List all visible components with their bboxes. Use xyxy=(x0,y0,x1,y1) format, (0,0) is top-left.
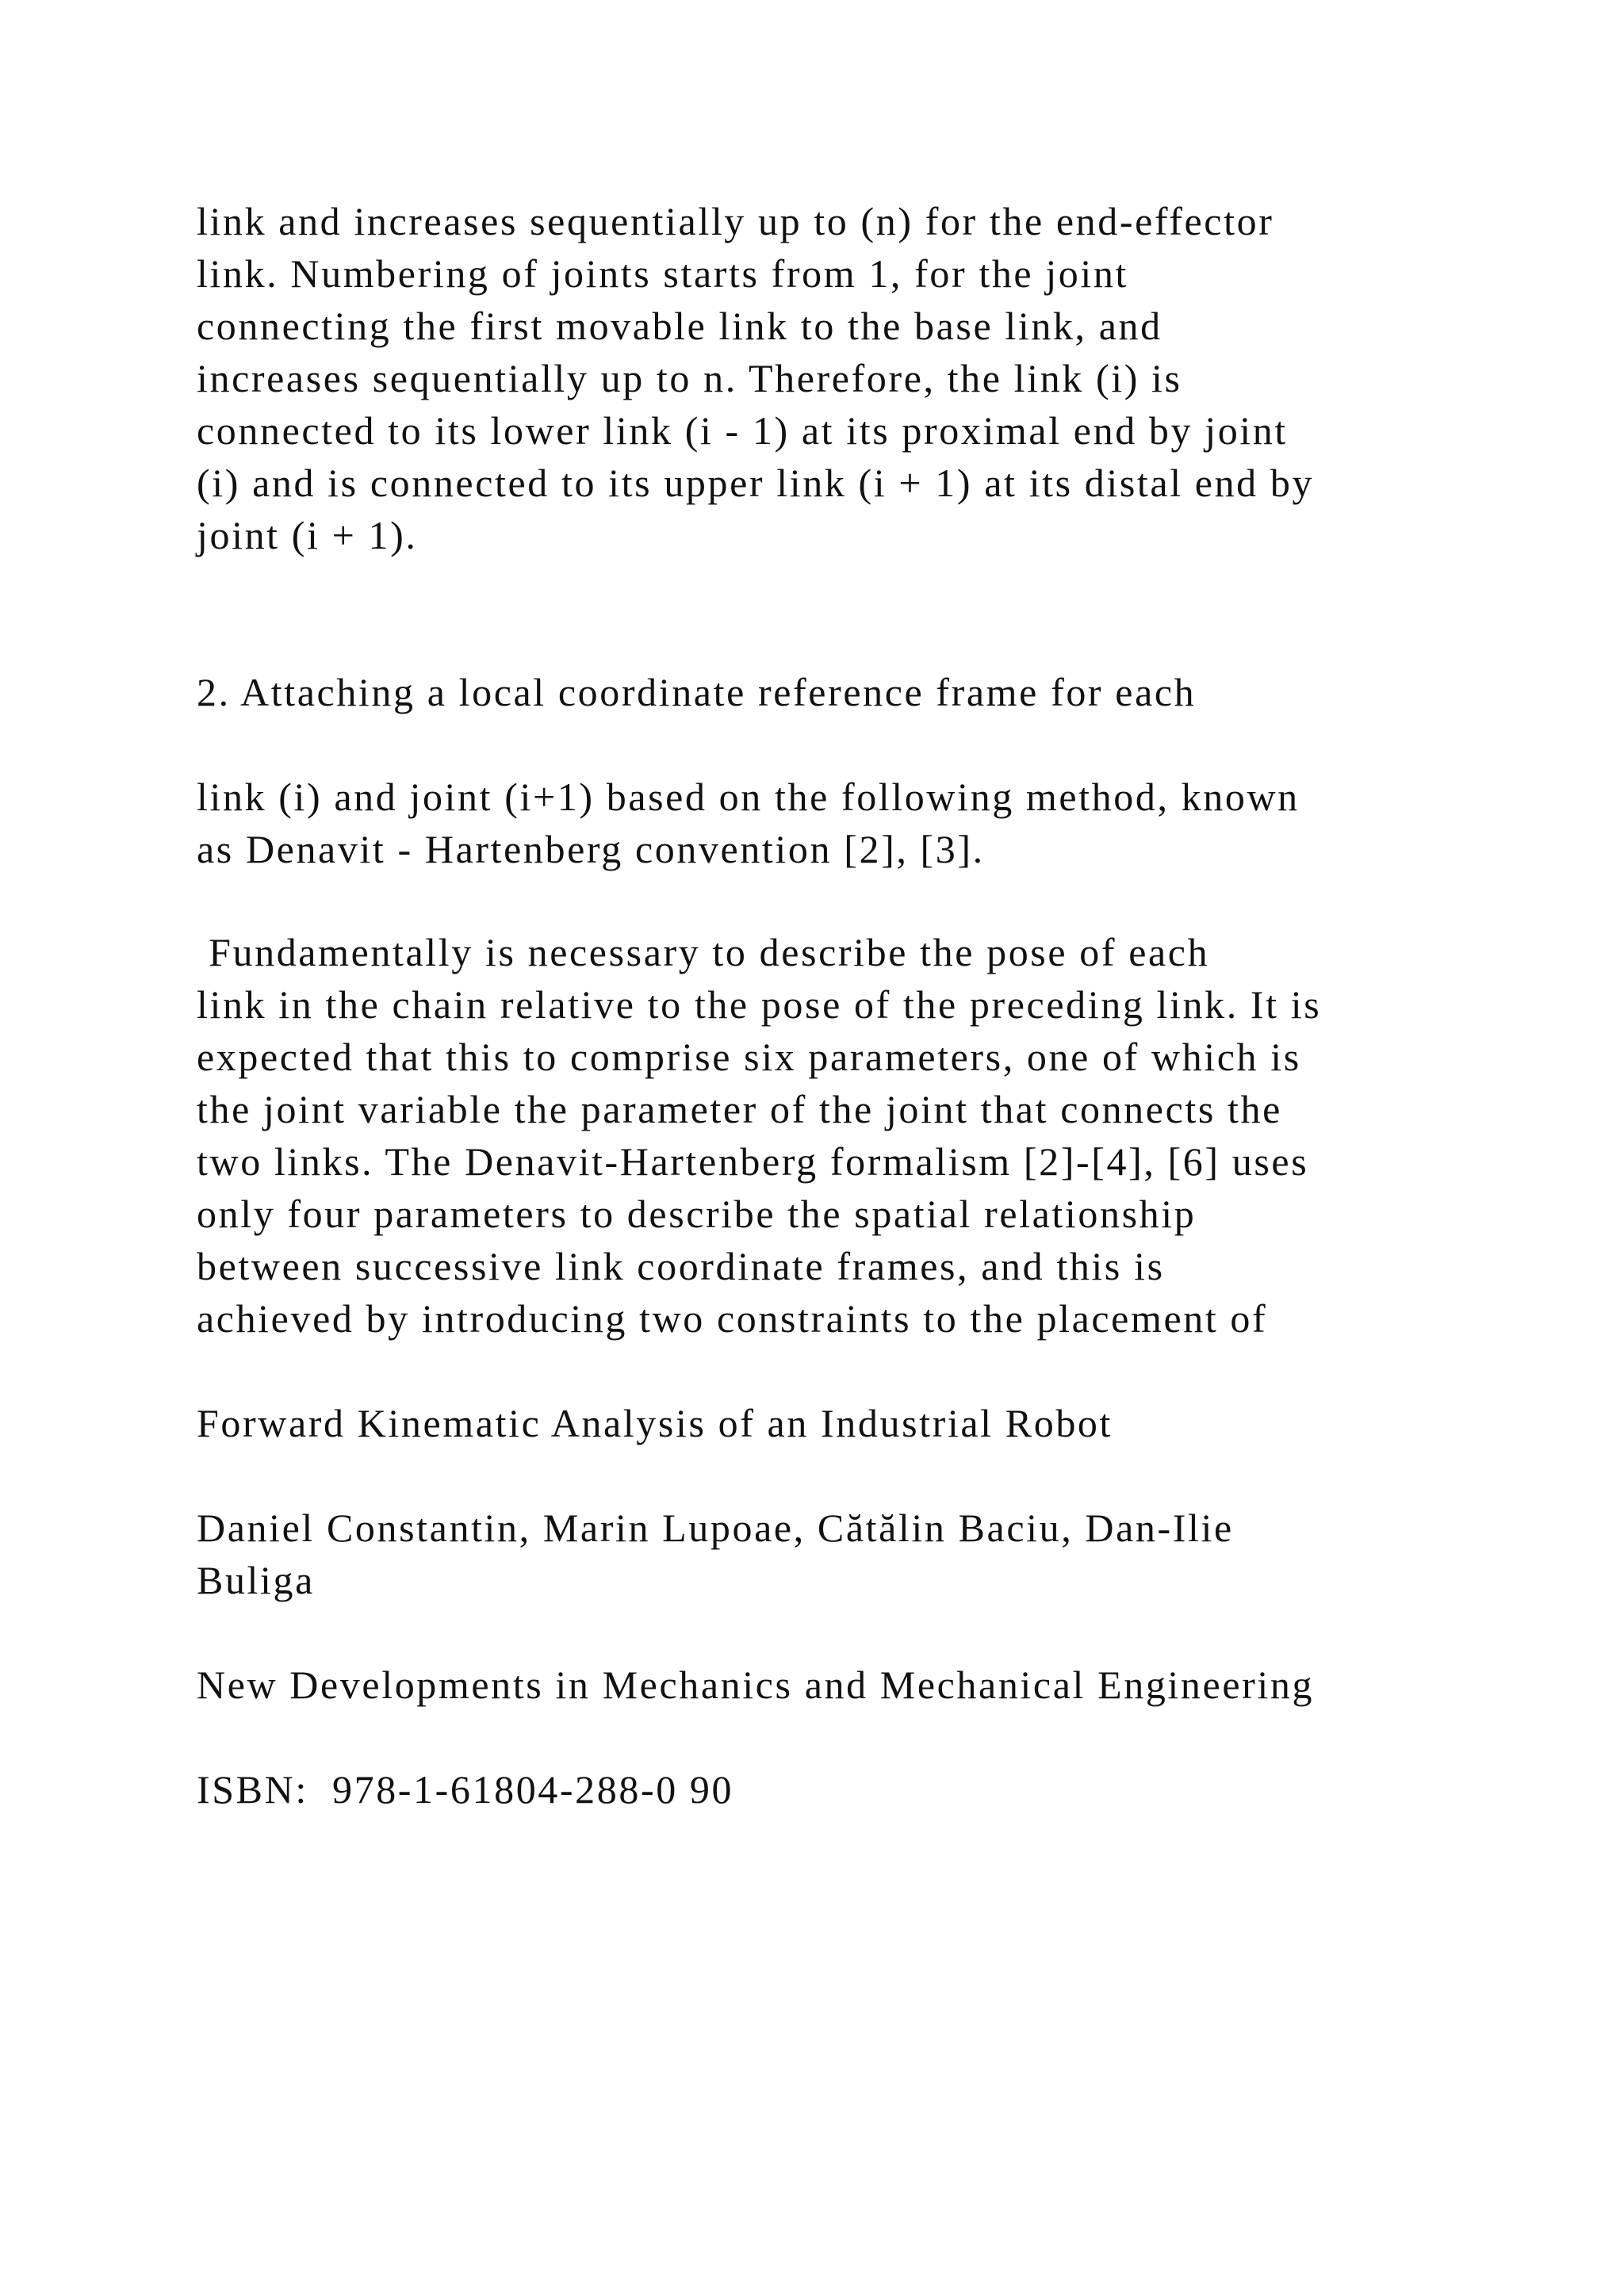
paragraph-1-line: joint (i + 1). xyxy=(197,513,418,557)
paper-title: Forward Kinematic Analysis of an Industrial Robot xyxy=(197,1401,1113,1445)
paragraph-3-line: link in the chain relative to the pose of the preceding link. It is xyxy=(197,982,1322,1027)
paragraph-3-line: the joint variable the parameter of the joint that connects the xyxy=(197,1087,1282,1131)
paragraph-1-line: link. Numbering of joints starts from 1, for the joint xyxy=(197,251,1128,296)
paragraph-1-line: link and increases sequentially up to (n) for the end-effector xyxy=(197,199,1274,243)
paragraph-3-line: Fundamentally is necessary to describe the pose of each xyxy=(197,930,1210,974)
paragraph-3-line: only four parameters to describe the spatial relationship xyxy=(197,1192,1197,1236)
authors-line: Daniel Constantin, Marin Lupoae, Cătălin Baciu, Dan-Ilie xyxy=(197,1506,1234,1550)
step-2-heading: 2. Attaching a local coordinate reference frame for each xyxy=(197,670,1197,714)
paragraph-3-line: between successive link coordinate frames, and this is xyxy=(197,1244,1165,1288)
paragraph-3-line: achieved by introducing two constraints to the placement of xyxy=(197,1296,1268,1341)
authors-line: Buliga xyxy=(197,1558,315,1602)
paragraph-2-line: link (i) and joint (i+1) based on the following method, known xyxy=(197,775,1300,819)
paragraph-1-line: increases sequentially up to n. Therefore, the link (i) is xyxy=(197,356,1182,400)
isbn-line: ISBN: 978-1-61804-288-0 90 xyxy=(197,1767,734,1812)
paragraph-2-line: as Denavit - Hartenberg convention [2], [3]. xyxy=(197,827,985,871)
paragraph-1-line: connecting the first movable link to the base link, and xyxy=(197,304,1162,348)
proceedings-title: New Developments in Mechanics and Mechanical Engineering xyxy=(197,1663,1315,1707)
paragraph-1-line: connected to its lower link (i - 1) at its proximal end by joint xyxy=(197,408,1288,453)
paragraph-3-line: expected that this to comprise six parameters, one of which is xyxy=(197,1035,1301,1079)
paragraph-3-line: two links. The Denavit-Hartenberg formalism [2]-[4], [6] uses xyxy=(197,1139,1309,1184)
paragraph-1-line: (i) and is connected to its upper link (i + 1) at its distal end by xyxy=(197,461,1315,505)
